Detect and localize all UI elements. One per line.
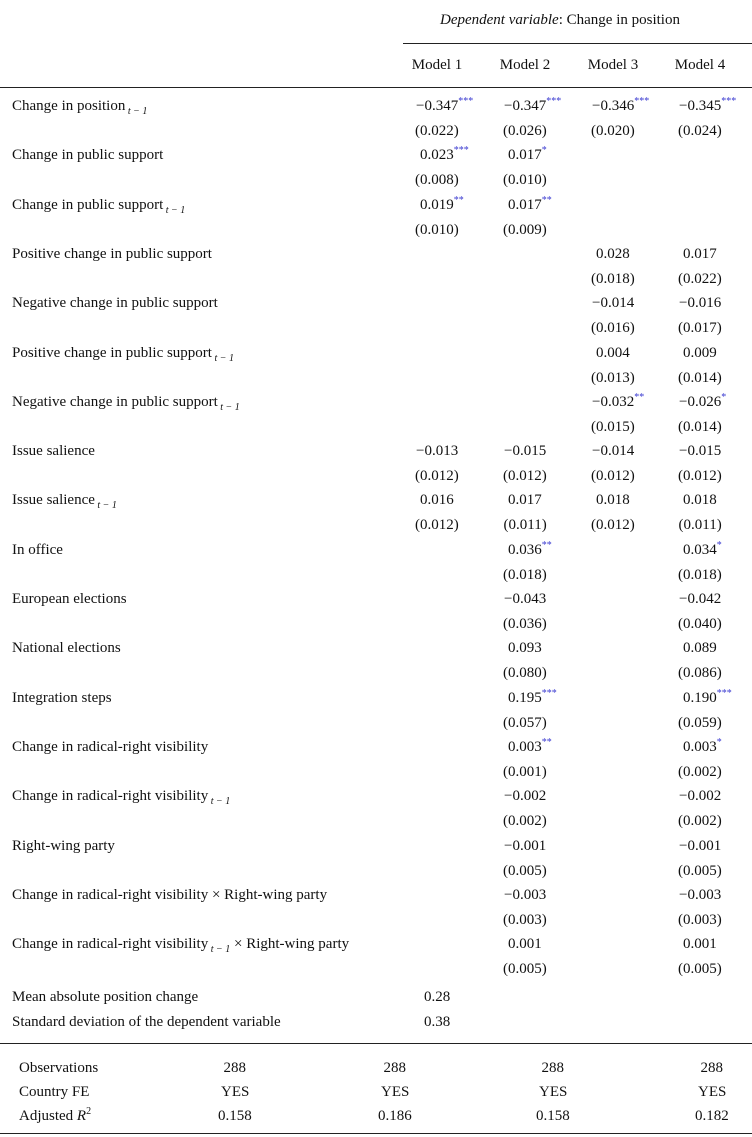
significance-stars: ***	[716, 687, 732, 699]
standard-error: (0.020)	[591, 123, 635, 139]
lag-subscript: t − 1	[217, 401, 240, 413]
significance-stars: ***	[541, 687, 557, 699]
coefficient-value: −0.043	[504, 591, 547, 607]
row-label-text: Positive change in public support	[12, 245, 212, 262]
coefficient	[508, 640, 542, 657]
row-label-text: National elections	[12, 640, 121, 657]
standard-error: (0.010)	[415, 221, 459, 238]
coefficient-value: −0.013	[416, 443, 459, 460]
coefficient	[504, 788, 546, 805]
coefficient	[416, 98, 473, 115]
coefficient-value: −0.032	[592, 393, 635, 410]
significance-stars: **	[634, 391, 645, 403]
coefficient	[679, 591, 721, 608]
row-label-text: Issue salience	[12, 443, 95, 460]
coefficient	[504, 443, 546, 460]
significance-stars: *	[716, 539, 722, 551]
standard-error: (0.022)	[415, 123, 459, 139]
standard-error: (0.012)	[415, 517, 459, 534]
standard-error: (0.040)	[678, 616, 722, 632]
coefficient	[679, 887, 721, 904]
significance-stars: ***	[634, 96, 650, 107]
row-label	[12, 147, 163, 164]
summary-label: Mean absolute position change	[12, 989, 199, 1005]
footer-rule-top	[0, 1043, 752, 1044]
coefficient-value: −0.346	[592, 98, 635, 114]
coefficient	[508, 539, 552, 559]
row-label-text: Positive change in public support	[12, 344, 212, 361]
coefficient-value: 0.028	[596, 245, 630, 262]
significance-stars: *	[541, 145, 547, 157]
standard-error: (0.005)	[503, 961, 547, 978]
coefficient-value: −0.347	[416, 98, 459, 114]
coefficient	[679, 838, 721, 855]
significance-stars: ***	[458, 96, 474, 107]
coefficient	[508, 492, 542, 509]
coefficient	[420, 147, 469, 164]
row-label-text: Change in public support	[12, 147, 164, 164]
row-label	[12, 246, 212, 263]
standard-error: (0.009)	[503, 221, 547, 238]
row-label	[12, 345, 234, 362]
coefficient-value: −0.014	[592, 443, 635, 460]
coefficient-value: −0.345	[679, 98, 722, 114]
coefficient-value: −0.042	[679, 591, 722, 607]
footer-value: YES	[698, 1084, 727, 1100]
coefficient-value: 0.023	[420, 147, 454, 164]
coefficient-value: −0.003	[679, 886, 722, 903]
coefficient-value: −0.003	[504, 886, 547, 903]
significance-stars: ***	[453, 145, 469, 157]
coefficient-value: 0.017	[508, 196, 542, 213]
coefficient	[679, 391, 727, 411]
standard-error: (0.086)	[678, 665, 722, 682]
row-label	[12, 542, 63, 559]
lag-subscript: t − 1	[211, 352, 235, 364]
row-label-text: Change in public support	[12, 196, 164, 213]
standard-error: (0.002)	[678, 763, 722, 780]
coefficient-value: 0.036	[508, 541, 542, 558]
coefficient-value: −0.002	[504, 788, 547, 805]
significance-stars: *	[721, 391, 727, 403]
standard-error: (0.014)	[678, 369, 722, 386]
row-label	[12, 690, 112, 707]
coefficient	[416, 443, 458, 460]
row-label-text: Negative change in public support	[12, 295, 218, 312]
coefficient-value: 0.004	[596, 344, 630, 361]
standard-error: (0.059)	[678, 714, 722, 731]
coefficient-value: −0.001	[679, 837, 722, 854]
standard-error: (0.024)	[678, 123, 722, 139]
coefficient	[679, 295, 721, 312]
coefficient-value: 0.190	[683, 689, 717, 706]
coefficient-value: −0.015	[504, 443, 547, 460]
row-label	[12, 197, 185, 214]
coefficient	[683, 246, 717, 263]
row-label-text: Change in radical-right visibility	[12, 738, 209, 755]
coefficient-value: 0.001	[683, 936, 717, 953]
model-4-header: Model 4	[674, 57, 726, 73]
standard-error: (0.036)	[503, 616, 547, 632]
coefficient	[508, 936, 542, 953]
coefficient-value: −0.347	[504, 98, 547, 114]
coefficient	[683, 687, 732, 707]
standard-error: (0.005)	[503, 862, 547, 879]
standard-error: (0.002)	[678, 813, 722, 830]
row-label-text: Integration steps	[12, 689, 112, 706]
coefficient	[508, 736, 552, 756]
coefficient-value: 0.017	[508, 492, 542, 509]
row-label	[12, 295, 218, 312]
standard-error: (0.013)	[591, 369, 635, 386]
coefficient	[504, 838, 546, 855]
significance-stars: **	[541, 194, 552, 206]
standard-error: (0.005)	[678, 961, 722, 978]
dv-label: Dependent variable	[440, 12, 559, 28]
row-label	[12, 443, 95, 460]
coefficient	[596, 246, 630, 263]
footer-value: YES	[221, 1084, 250, 1100]
coefficient	[679, 98, 736, 115]
row-label-text: Change in radical-right visibility × Right-wing party	[12, 886, 328, 903]
significance-stars: ***	[546, 96, 562, 107]
row-label	[12, 591, 127, 608]
row-label	[12, 936, 350, 956]
coefficient	[596, 492, 630, 509]
coefficient-value: −0.016	[679, 295, 722, 312]
standard-error: (0.018)	[678, 566, 722, 583]
standard-error: (0.010)	[503, 172, 547, 189]
row-label	[12, 394, 240, 411]
standard-error: (0.008)	[415, 172, 459, 189]
coefficient-value: −0.014	[592, 295, 635, 312]
significance-stars: **	[453, 194, 464, 206]
standard-error: (0.012)	[678, 468, 722, 485]
significance-stars: **	[541, 736, 552, 748]
summary-value: 0.38	[424, 1014, 451, 1030]
standard-error: (0.012)	[503, 468, 547, 485]
standard-error: (0.014)	[678, 418, 722, 435]
dependent-variable-header	[440, 12, 680, 29]
row-label	[12, 98, 147, 115]
significance-stars: ***	[721, 96, 737, 107]
model-3-header: Model 3	[587, 57, 639, 73]
standard-error: (0.018)	[503, 566, 547, 583]
row-label-suffix: × Right-wing party	[230, 936, 350, 953]
coefficient	[504, 591, 546, 608]
standard-error: (0.080)	[503, 665, 547, 682]
row-label-text: Right-wing party	[12, 837, 115, 854]
row-label-text: Change in position	[12, 98, 126, 114]
row-label-text: In office	[12, 541, 63, 558]
coefficient	[508, 687, 557, 707]
row-label	[12, 838, 115, 855]
row-label	[12, 788, 231, 808]
coefficient	[592, 391, 645, 411]
footer-value: 0.158	[218, 1108, 252, 1124]
footer-label: Observations	[19, 1060, 99, 1076]
row-label-text: Negative change in public support	[12, 393, 218, 410]
standard-error: (0.017)	[678, 320, 722, 337]
coefficient	[683, 640, 717, 657]
dv-suffix: : Change in position	[558, 12, 680, 28]
standard-error: (0.012)	[591, 517, 635, 534]
row-label	[12, 887, 327, 904]
coefficient-value: −0.026	[679, 393, 722, 410]
footer-value: 288	[383, 1060, 406, 1076]
coefficient	[679, 788, 721, 805]
summary-value: 0.28	[424, 989, 451, 1005]
coefficient	[592, 295, 634, 312]
coefficient-value: 0.195	[508, 689, 542, 706]
coefficient	[508, 147, 547, 164]
standard-error: (0.057)	[503, 714, 547, 731]
lag-subscript: t − 1	[125, 106, 148, 117]
footer-value: 0.182	[695, 1108, 729, 1124]
standard-error: (0.002)	[503, 813, 547, 830]
standard-error: (0.003)	[503, 911, 547, 928]
row-label-text: European elections	[12, 591, 127, 607]
standard-error: (0.015)	[591, 418, 635, 435]
footer-label: Country FE	[19, 1084, 90, 1100]
coefficient-value: −0.002	[679, 788, 722, 805]
standard-error: (0.016)	[591, 320, 635, 337]
lag-subscript: t − 1	[94, 500, 117, 512]
header-rule-short	[403, 43, 752, 44]
significance-stars: *	[716, 736, 722, 748]
lag-subscript: t − 1	[163, 204, 186, 216]
coefficient-value: 0.016	[420, 492, 454, 509]
coefficient-value: 0.018	[596, 492, 630, 509]
coefficient-value: 0.003	[508, 738, 542, 755]
lag-subscript: t − 1	[208, 944, 231, 956]
footer-value: 0.186	[378, 1108, 412, 1124]
coefficient	[508, 194, 552, 214]
model-1-header: Model 1	[411, 57, 463, 73]
row-label	[12, 640, 121, 657]
coefficient	[683, 936, 717, 953]
coefficient	[679, 443, 721, 460]
footer-value: 288	[700, 1060, 723, 1076]
coefficient-value: 0.034	[683, 541, 717, 558]
footer-value: 288	[541, 1060, 564, 1076]
coefficient	[592, 98, 649, 115]
coefficient	[683, 492, 717, 509]
row-label	[12, 492, 117, 512]
significance-stars: **	[541, 539, 552, 551]
row-label	[12, 739, 208, 756]
coefficient	[504, 887, 546, 904]
coefficient	[683, 539, 722, 559]
footer-superscript: 2	[86, 1106, 92, 1117]
header-rule-full	[0, 87, 752, 88]
footer-rule-bottom	[0, 1133, 752, 1134]
footer-value: 288	[223, 1060, 246, 1076]
coefficient	[596, 345, 630, 362]
standard-error: (0.003)	[678, 911, 722, 928]
footer-label-text: Adjusted	[19, 1108, 77, 1124]
standard-error: (0.022)	[678, 270, 722, 287]
standard-error: (0.012)	[415, 468, 459, 485]
footer-label-italic: R	[76, 1108, 87, 1124]
standard-error: (0.005)	[678, 862, 722, 879]
standard-error: (0.026)	[503, 123, 547, 139]
coefficient-value: −0.001	[504, 837, 547, 854]
row-label-text: Issue salience	[12, 492, 95, 509]
coefficient	[420, 194, 464, 214]
coefficient-value: 0.019	[420, 196, 454, 213]
coefficient-value: 0.017	[683, 245, 717, 262]
coefficient	[592, 443, 634, 460]
coefficient	[420, 492, 454, 509]
row-label-text: Change in radical-right visibility	[12, 936, 209, 953]
coefficient-value: 0.089	[683, 640, 717, 657]
coefficient-value: 0.001	[508, 936, 542, 953]
coefficient-value: −0.015	[679, 443, 722, 460]
lag-subscript: t − 1	[208, 796, 231, 808]
footer-value: YES	[539, 1084, 568, 1100]
standard-error: (0.018)	[591, 270, 635, 287]
coefficient-value: 0.003	[683, 738, 717, 755]
footer-label	[19, 1108, 91, 1125]
footer-value: 0.158	[536, 1108, 570, 1124]
coefficient-value: 0.017	[508, 147, 542, 164]
standard-error: (0.012)	[591, 468, 635, 485]
summary-label: Standard deviation of the dependent variable	[12, 1014, 281, 1030]
standard-error: (0.001)	[503, 763, 547, 780]
coefficient	[683, 345, 717, 362]
row-label-text: Change in radical-right visibility	[12, 788, 209, 805]
standard-error: (0.011)	[503, 517, 547, 534]
coefficient	[504, 98, 561, 115]
model-2-header: Model 2	[499, 57, 551, 73]
coefficient-value: 0.009	[683, 344, 717, 361]
footer-value: YES	[381, 1084, 410, 1100]
coefficient	[683, 736, 722, 756]
coefficient-value: 0.018	[683, 492, 717, 509]
standard-error: (0.011)	[678, 517, 722, 534]
coefficient-value: 0.093	[508, 640, 542, 657]
